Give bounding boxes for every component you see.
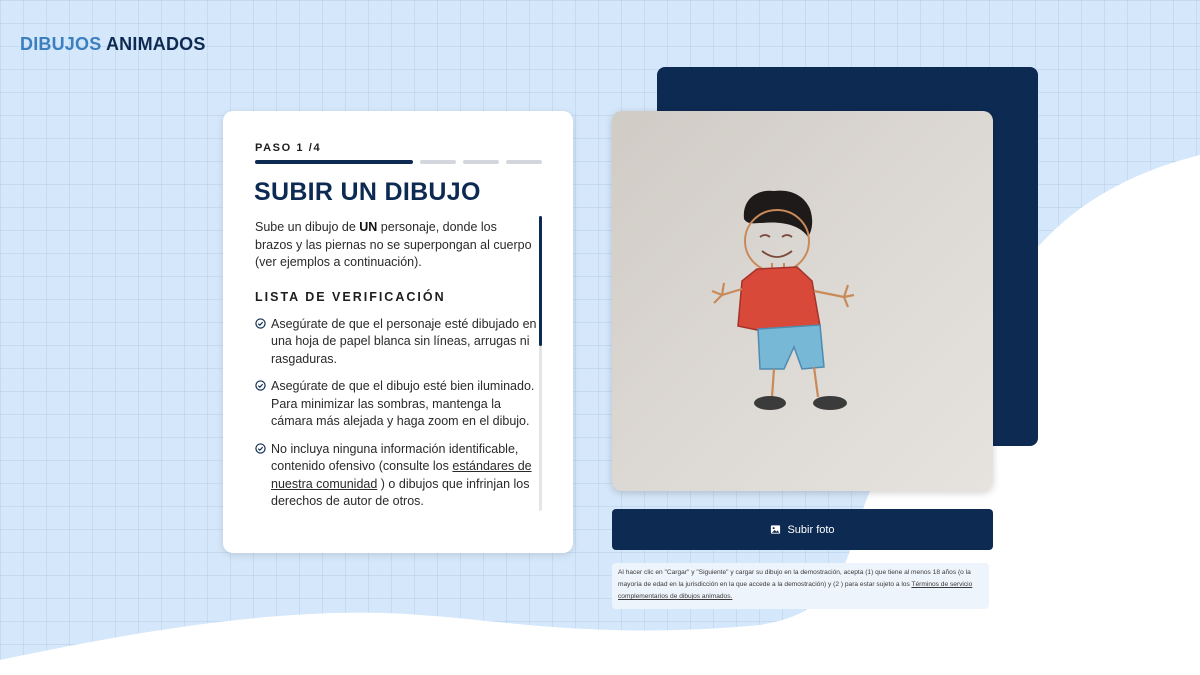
community-standards-link[interactable]: estándares de nuestra comunidad bbox=[271, 459, 532, 491]
terms-disclaimer bbox=[612, 563, 989, 609]
progress-segment-4 bbox=[506, 160, 542, 164]
intro-text bbox=[255, 219, 537, 272]
checklist-item-text: Asegúrate de que el personaje esté dibujado en una hoja de papel blanca sin líneas, arrugas ni rasgaduras. bbox=[271, 316, 537, 366]
progress-segment-2 bbox=[420, 160, 456, 164]
logo-part-animados: ANIMADOS bbox=[105, 34, 206, 54]
page-title: SUBIR UN DIBUJO bbox=[254, 178, 481, 206]
instructions-scroll-area[interactable] bbox=[255, 219, 537, 519]
checklist-item-text: Asegúrate de que el dibujo esté bien iluminado. Para minimizar las sombras, mantenga la cámara más alejada y haga zoom en el dibujo. bbox=[271, 379, 535, 428]
scrollbar-thumb[interactable] bbox=[539, 216, 542, 346]
check-circle-icon bbox=[255, 443, 266, 454]
logo-part-dibujos: DIBUJOS bbox=[20, 34, 102, 54]
terms-of-service-link[interactable]: Términos de servicio complementarios de dibujos animados. bbox=[618, 581, 973, 600]
check-circle-icon bbox=[255, 380, 266, 391]
checklist-item bbox=[255, 316, 537, 369]
intro-after: personaje, donde los brazos y las piernas no se superpongan al cuerpo (ver ejemplos a continuación). bbox=[255, 220, 532, 269]
upload-photo-label: Subir foto bbox=[787, 523, 835, 536]
step-indicator: PASO 1 /4 bbox=[255, 142, 322, 154]
image-icon bbox=[770, 524, 781, 535]
disclaimer-text: Al hacer clic en "Cargar" y "Siguiente" y cargar su dibujo en la demostración, acepta (1) que tiene al menos 18 años (o la mayoría de edad en la jurisdicción en la que accede a la demostración) y (2 ) para estar sujeto a los bbox=[618, 569, 971, 588]
drawing-preview-image bbox=[612, 111, 993, 491]
upload-photo-button[interactable] bbox=[612, 509, 993, 550]
app-logo[interactable] bbox=[20, 34, 206, 55]
checklist-item-text-after: ) o dibujos que infrinjan los derechos de autor de otros. bbox=[271, 476, 530, 508]
check-circle-icon bbox=[255, 318, 266, 329]
checklist-item-text-before: No incluya ninguna información identificable, contenido ofensivo (consulte los bbox=[271, 441, 519, 473]
intro-bold: UN bbox=[359, 220, 378, 234]
checklist-heading: LISTA DE VERIFICACIÓN bbox=[255, 289, 446, 304]
step-progress-bar bbox=[255, 160, 542, 164]
intro-before: Sube un dibujo de bbox=[255, 220, 360, 234]
checklist-item bbox=[255, 378, 537, 431]
step-card bbox=[223, 111, 573, 553]
progress-segment-1 bbox=[255, 160, 413, 164]
checklist-item bbox=[255, 441, 537, 511]
progress-segment-3 bbox=[463, 160, 499, 164]
